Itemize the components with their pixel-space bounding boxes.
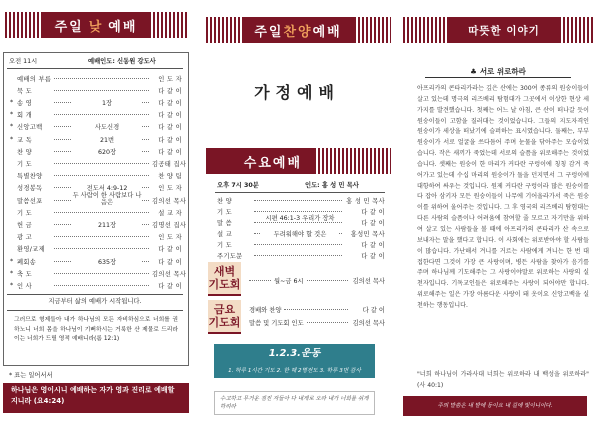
- order-item-name: 찬 양: [217, 197, 233, 205]
- order-item-name: 성경봉독: [17, 185, 43, 193]
- order-item-name: 말씀선포: [17, 197, 43, 205]
- order-item-detail: 635장: [72, 257, 142, 266]
- leader-dots: [249, 280, 271, 281]
- stand-marker: *: [10, 111, 14, 119]
- order-row: [10, 72, 182, 84]
- banner-text-pre: 주일: [54, 19, 84, 35]
- stand-marker: *: [10, 135, 14, 143]
- order-item-detail: 620장: [72, 147, 142, 156]
- order-row: [10, 231, 182, 243]
- order-item-leader: 다 같 이: [158, 124, 182, 132]
- order-item-leader: 다 같 이: [361, 208, 385, 216]
- banner-text-highlight: 찬양: [283, 24, 313, 40]
- order-item-name: 기 도: [17, 209, 33, 217]
- order-item-leader: 다 같 이: [158, 112, 182, 120]
- order-item-leader: 김의선 목사: [152, 270, 187, 278]
- campaign-items: 1. 하루 1시간 기도 2. 한 해 2명전도 3. 하루 3번 감사: [214, 364, 375, 378]
- tag-line: 기도회: [208, 316, 241, 329]
- order-item-name: 기 도: [17, 160, 33, 168]
- order-item-leader: 다 같 이: [158, 99, 182, 107]
- order-item-leader: 다 같 이: [361, 219, 385, 227]
- leader-dots: [307, 280, 348, 281]
- order-item-leader: 인 도 자: [158, 234, 182, 242]
- order-item-detail: 두려워해야 할 것은: [261, 229, 339, 238]
- sunday-time: 오전 11시: [9, 58, 38, 65]
- order-item-leader: 홍성민 목사: [350, 230, 385, 238]
- friday-leader: 김의선 목사: [352, 319, 385, 327]
- order-item-leader: 다 같 이: [158, 136, 182, 144]
- order-item-leader: 다 같 이: [361, 241, 385, 249]
- leader-dots: [254, 200, 342, 201]
- order-item-detail: 사도신경: [72, 122, 142, 131]
- order-item-leader: 다 같 이: [158, 246, 182, 254]
- leader-dots: [307, 322, 348, 323]
- middle-panel: [203, 0, 391, 424]
- order-item-name: 말 씀: [217, 219, 233, 227]
- story-banner-title: 따뜻한 이야기: [448, 17, 560, 43]
- order-item-name: 축 도: [17, 270, 33, 278]
- order-row: [10, 243, 182, 255]
- banner-text-pre: 주일: [254, 24, 284, 40]
- leader-dots: [54, 163, 149, 164]
- order-item-leader: 인 도 자: [158, 75, 182, 83]
- order-row: [10, 255, 182, 267]
- order-row: [10, 279, 182, 291]
- order-item-name: 폐회송: [17, 258, 37, 266]
- leader-dots: [54, 285, 149, 286]
- order-item-leader: 인 도 자: [158, 185, 182, 193]
- banner-text-post: 예배: [312, 24, 342, 40]
- dawn-prayer-row: [249, 274, 385, 286]
- order-item-name: 인 사: [17, 282, 33, 290]
- divider: [215, 192, 385, 193]
- story-heading: 서로 위로하라: [479, 67, 526, 76]
- sunday-verse: 그러므로 형제들아 내가 하나님의 모든 자비하심으로 너희를 권하노니 너희 몸을 하나님이 기뻐하시는 거룩한 산 제물로 드리라 이는 너희가 드릴 영적 예배니라(롬 12:1): [14, 317, 178, 342]
- stand-marker: *: [10, 269, 14, 277]
- order-item-name: 묵 도: [17, 87, 33, 95]
- order-row: [10, 218, 187, 230]
- order-row: [10, 133, 182, 145]
- order-item-name: 특별찬양: [17, 173, 43, 181]
- stand-marker: *: [10, 98, 14, 106]
- leader-dots: [284, 309, 348, 310]
- friday-leader: 다 같 이: [362, 306, 385, 314]
- sunday-panel: [0, 0, 190, 424]
- story-heading-wrap: [403, 66, 593, 77]
- order-item-leader: 김공태 집사: [152, 160, 187, 168]
- order-row: [10, 121, 182, 133]
- order-item-detail: 전도서 4:9-12: [72, 183, 142, 192]
- tag-line: 새벽: [213, 265, 236, 278]
- order-item-detail: 1장: [72, 98, 142, 107]
- order-item-name: 기 도: [217, 208, 233, 216]
- order-item-detail: 시편 46:1-3 우리가 장차: [261, 215, 339, 222]
- order-item-name: 예배의 부름: [17, 75, 52, 83]
- friday-row-prayer: [249, 316, 385, 328]
- order-row: [10, 267, 187, 279]
- order-item-leader: 찬 양 팀: [158, 173, 182, 181]
- church-icon: ♣: [470, 67, 477, 76]
- friday-item: 경배와 찬양: [249, 306, 282, 314]
- tag-line: 기도회: [208, 278, 241, 291]
- divider: [7, 310, 183, 311]
- friday-prayer-tag: [208, 300, 241, 334]
- dawn-prayer-tag: [208, 262, 241, 296]
- order-row: [10, 109, 182, 121]
- sunday-closing: 지금부터 삶의 예배가 시작됩니다.: [48, 298, 142, 305]
- story-body: 아프리카의 콘타리카라는 깊은 산에는 300여 종류의 원숭이들이 살고 있는데 명극의 리즈베리 탐험대가 그곳에서 이상한 현상 세 가지를 발견했습니다. 첫째는 어느 날 아침, 큰 산이 떠나갈 듯이 원숭이들이 고함을 질러대는 것이었습니다. 그들의 지도자격인 원숭이가 세상을 떠났기에 슬퍼하는 표시였습니다. 둘째는, 부부 원숭이가 서로 얼굴을 쓰다듬어 주며 눈물을 닦아주는 모습이었습니다. 작은 새끼가 죽었는데 서로의 슬픔을 위로해주는 것이었습니다. 셋째는 원숭이 한 마리가 커다란 구렁이에 칭칭 감겨 죽어가고 있는데 수십 마리의 원숭이가 돌을 던지면서 그 구렁이에 대항하여 싸우는 것입니다. 원제 커다란 구렁이라 많은 원숭이를 다 잡아 삼키자 모든 원숭이들이 나무에 기어올라가서 죽은 원숭이를 위하여 울어주는 것입니다. 그 후 영국의 리즈베리 탐험대는 다른 사람의 슬픔이나 어려움에 참여할 줄 모르고 자기만을 위하여 살고 있는 사람들을 볼 때에 아프리카의 콘타리카 산 속으로 보내자는 말을 했다고 합니다. 이 사회에는 위로받아야 할 사람들이 많습니다. 가난해서 겨니를 거르는 사람에게 겨니는 한 번 대접한다면 그것이 가장 큰 사랑이며, 병든 사람을 찾아가 음기를 주며 하나님께 기도해주는 그 사랑이야말로 위로하는 사랑의 실천자입니다. 기독교인들은 위로해주는 사랑이 되어야만 합니다. 위로해주는 일은 가장 아름다운 사랑이 돼 옷이요 신앙고백을 실천하는 행동입니다.: [417, 85, 589, 309]
- praise-banner-title: [242, 17, 354, 43]
- order-item-name: 송 영: [17, 99, 33, 107]
- campaign-box: [214, 344, 375, 380]
- stand-marker: *: [10, 123, 14, 131]
- order-item-name: 광 고: [17, 234, 33, 242]
- dawn-prayer-time: 월~금 6시: [274, 277, 304, 285]
- dawn-prayer-leader: 김의선 목사: [352, 277, 385, 285]
- order-item-detail: 211장: [72, 220, 142, 229]
- story-panel: [403, 0, 600, 424]
- order-item-name: 주기도문: [217, 252, 243, 260]
- order-item-leader: 다 같 이: [158, 148, 182, 156]
- order-item-name: 환영/교제: [17, 246, 45, 254]
- sunday-banner: [5, 12, 187, 38]
- order-row: [10, 145, 182, 157]
- family-worship-title: 가정예배: [254, 83, 340, 102]
- wed-time: 오후 7시 30분: [217, 182, 259, 189]
- order-item-detail: 21번: [72, 135, 142, 144]
- order-item-name: 설 교: [217, 230, 233, 238]
- order-item-detail: 두 사람이 한 사람보다 나음은: [72, 192, 142, 206]
- leader-dots: [254, 211, 342, 212]
- banner-text-post: 예배: [108, 19, 138, 35]
- order-item-name: 교 독: [17, 136, 33, 144]
- wed-order-row: [217, 249, 385, 261]
- memory-verse: 하나님은 영이시니 예배하는 자가 영과 진리로 예배할지니라 (요4:24): [3, 383, 189, 413]
- order-item-leader: 김명선 집사: [152, 221, 187, 229]
- order-row: [10, 170, 182, 182]
- friday-row-praise: [249, 303, 385, 315]
- leader-dots: [54, 273, 149, 274]
- leader-dots: [254, 255, 342, 256]
- leader-dots: [54, 175, 149, 176]
- campaign-title: 1.2.3.운동: [214, 344, 375, 364]
- stand-marker: *: [10, 257, 14, 265]
- leader-dots: [54, 212, 149, 213]
- praise-banner: [206, 17, 391, 43]
- order-row: [10, 84, 182, 96]
- order-item-name: 기 도: [217, 241, 233, 249]
- invitation-text: 수고하고 무거운 짐진 자들아 다 내게로 오라 내가 너희를 쉬게 하리라: [220, 396, 369, 410]
- order-item-leader: 다 같 이: [361, 252, 385, 260]
- order-item-leader: 홍 성 민 목사: [346, 197, 385, 205]
- sunday-leader: 예배인도: 신동원 강도사: [88, 58, 156, 65]
- order-item-name: 신앙고백: [17, 124, 43, 132]
- order-item-name: 헌 금: [17, 221, 33, 229]
- leader-dots: [254, 244, 342, 245]
- sunday-banner-title: [41, 12, 151, 38]
- wed-banner-title: 수요예배: [206, 148, 316, 174]
- leader-dots: [54, 90, 149, 91]
- order-item-name: 회 개: [17, 112, 33, 120]
- leader-dots: [54, 236, 149, 237]
- divider: [7, 294, 183, 295]
- order-row: [10, 206, 182, 218]
- friday-item: 말씀 및 기도회 인도: [249, 319, 304, 327]
- banner-text-highlight: 낮: [88, 19, 104, 35]
- story-banner: [403, 17, 593, 43]
- story-quote: "너희 하나님이 가라사대 너희는 위로하라 내 백성을 위로하라"(사 40:1): [417, 371, 589, 389]
- wed-leader: 인도: 홍 성 민 목사: [305, 182, 359, 189]
- order-row: [10, 157, 187, 169]
- order-item-leader: 김의선 목사: [152, 197, 187, 205]
- wed-banner: [206, 148, 391, 174]
- divider: [7, 68, 183, 69]
- story-footer: 주의 말씀은 내 발에 등이요 내 길에 빛이니이다.: [403, 396, 587, 416]
- divider: [425, 77, 571, 78]
- order-item-leader: 다 같 이: [158, 258, 182, 266]
- leader-dots: [54, 78, 149, 79]
- order-item-leader: 설 교 자: [158, 209, 182, 217]
- leader-dots: [54, 248, 149, 249]
- order-row: [10, 192, 187, 206]
- stand-note: * 표는 일어서서: [9, 372, 53, 379]
- order-row: [10, 96, 182, 108]
- tag-line: 금요: [213, 303, 236, 316]
- leader-dots: [54, 114, 149, 115]
- order-item-leader: 다 같 이: [158, 282, 182, 290]
- invitation-box: [214, 391, 375, 415]
- stand-marker: *: [10, 281, 14, 289]
- order-item-leader: 다 같 이: [158, 87, 182, 95]
- order-item-name: 찬 양: [17, 148, 33, 156]
